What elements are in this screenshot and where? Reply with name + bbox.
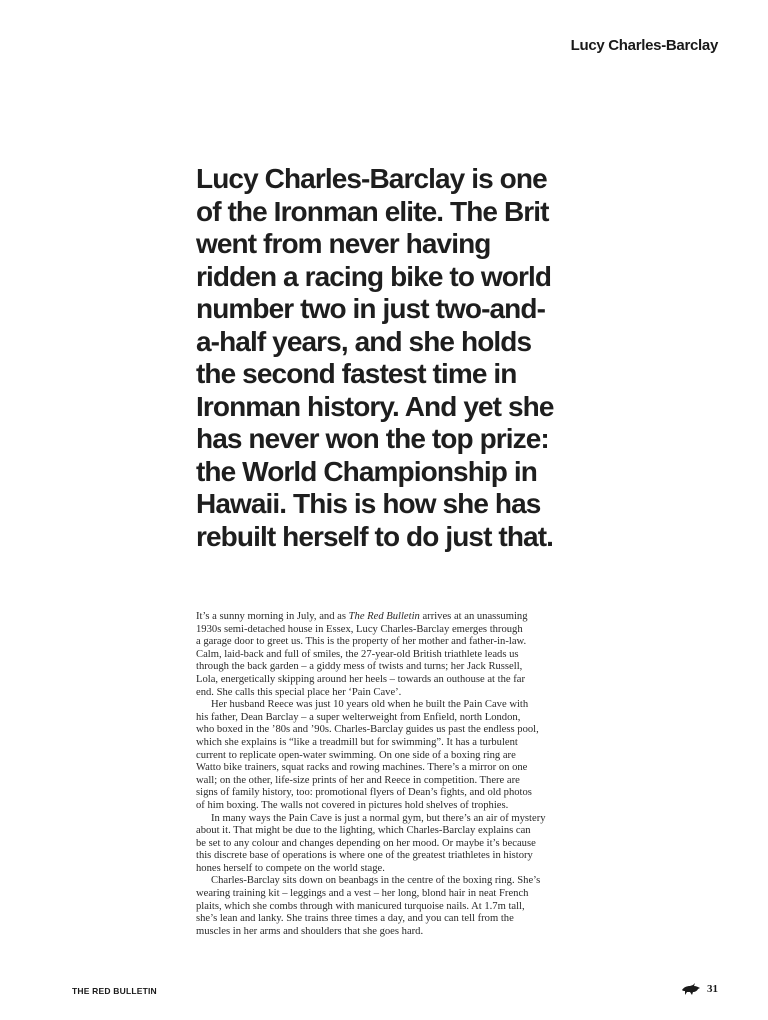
body-line: Charles-Barclay sits down on beanbags in the centre of the boxing ring. She’s (211, 875, 541, 887)
body-line: hones herself to compete on the world stage. (196, 862, 385, 874)
standfirst-line: the World Championship in (196, 455, 537, 487)
body-line: through the back garden – a giddy mess of twists and turns; her Jack Russell, (196, 661, 523, 673)
page-number: 31 (707, 983, 718, 995)
publication-name: The Red Bulletin (348, 611, 420, 622)
article-body (196, 611, 606, 938)
standfirst-line: Lucy Charles-Barclay is one (196, 163, 547, 194)
body-line: muscles in her arms and shoulders that she goes hard. (196, 925, 424, 937)
body-line: 1930s semi-detached house in Essex, Lucy Charles-Barclay emerges through (196, 623, 523, 635)
body-line: about it. That might be due to the lighting, which Charles-Barclay explains can (196, 825, 531, 837)
body-line: Lola, energetically skipping around her heels – towards an outhouse at the far (196, 673, 525, 685)
body-line: end. She calls this special place her ‘Pain Cave’. (196, 686, 402, 698)
body-line-text: It’s a sunny morning in July, and as (196, 611, 349, 622)
body-line: plaits, which she combs through with manicured turquoise nails. At 1.7m tall, (196, 900, 525, 912)
body-line: Watto bike trainers, squat racks and rowing machines. There’s a mirror on one (196, 762, 528, 774)
body-line: Calm, laid-back and full of smiles, the 27-year-old British triathlete leads us (196, 648, 519, 660)
body-line: wearing training kit – leggings and a vest – her long, blond hair in neat French (196, 888, 529, 900)
standfirst-line: a-half years, and she holds (196, 325, 532, 357)
body-line: of him boxing. The walls not covered in pictures hold shelves of trophies. (196, 799, 509, 811)
standfirst-line: of the Ironman elite. The Brit (196, 195, 549, 227)
bull-logo-icon (681, 983, 701, 995)
body-line: a garage door to greet us. This is the property of her mother and father-in-law. (196, 636, 527, 648)
body-line-text: arrives at an unassuming (419, 611, 528, 622)
body-line: his father, Dean Barclay – a super welterweight from Enfield, north London, (196, 711, 521, 723)
body-line: wall; on the other, life-size prints of her and Reece in competition. There are (196, 774, 520, 786)
standfirst (196, 163, 616, 553)
standfirst-line: Ironman history. And yet she (196, 390, 554, 422)
footer-brand: THE RED BULLETIN (72, 986, 157, 996)
standfirst-line: Hawaii. This is how she has (196, 488, 541, 519)
standfirst-line: has never won the top prize: (196, 423, 549, 454)
footer-page-number-group (681, 983, 718, 995)
body-line: be set to any colour and changes depending on her mood. Or maybe it’s because (196, 837, 536, 849)
standfirst-line: number two in just two-and- (196, 293, 545, 324)
body-line: Her husband Reece was just 10 years old when he built the Pain Cave with (211, 699, 529, 711)
body-line: she’s lean and lanky. She trains three times a day, and you can tell from the (196, 913, 514, 925)
standfirst-line: rebuilt herself to do just that. (196, 520, 553, 552)
standfirst-line: the second fastest time in (196, 358, 517, 389)
body-line: signs of family history, too: promotional flyers of Dean’s fights, and old photos (196, 787, 532, 799)
body-line: who boxed in the ’80s and ’90s. Charles-Barclay guides us past the endless pool, (196, 724, 539, 736)
body-line: In many ways the Pain Cave is just a normal gym, but there’s an air of mystery (211, 812, 546, 824)
section-title: Lucy Charles-Barclay (570, 37, 718, 54)
body-line: which she explains is “like a treadmill but for swimming”. It has a turbulent (196, 736, 518, 748)
body-line: this discrete base of operations is where one of the greatest triathletes in history (196, 850, 533, 862)
standfirst-line: ridden a racing bike to world (196, 260, 552, 292)
body-line (196, 611, 606, 624)
body-line: current to replicate open-water swimming. On one side of a boxing ring are (196, 749, 516, 761)
standfirst-line: went from never having (196, 228, 491, 259)
